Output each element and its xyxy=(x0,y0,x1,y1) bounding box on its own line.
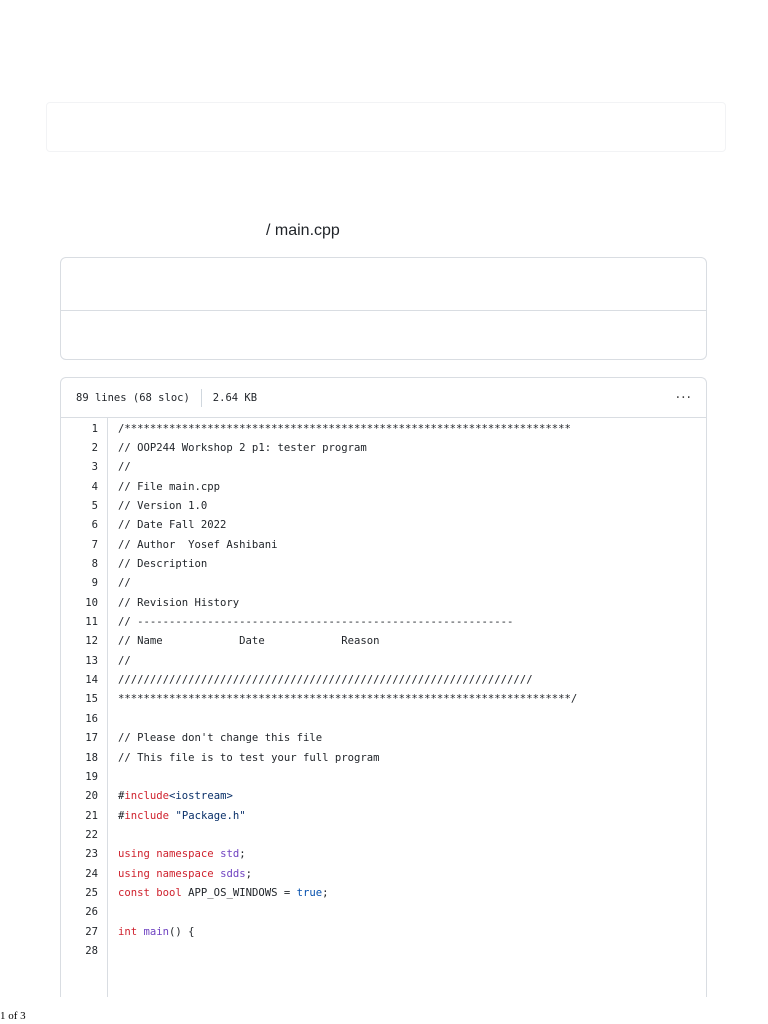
line-source xyxy=(107,558,207,570)
line-number[interactable]: 2 xyxy=(91,442,98,455)
line-number[interactable]: 4 xyxy=(91,480,98,493)
code-line xyxy=(61,729,706,748)
code-token: ; xyxy=(322,886,329,899)
line-number[interactable]: 28 xyxy=(85,944,98,957)
code-line xyxy=(61,574,706,593)
code-line xyxy=(61,458,706,477)
code-token: // This file is to test your full program xyxy=(118,751,380,764)
code-line xyxy=(61,903,706,922)
code-token: namespace xyxy=(156,867,214,880)
code-token: // Description xyxy=(118,558,208,571)
line-source xyxy=(107,655,131,667)
line-number[interactable]: 17 xyxy=(85,732,98,745)
line-number[interactable]: 18 xyxy=(85,751,98,764)
code-token: ; xyxy=(239,848,246,861)
file-header xyxy=(61,378,706,418)
code-token: // Author Yosef Ashibani xyxy=(118,538,278,551)
line-source xyxy=(107,887,329,899)
line-number[interactable]: 9 xyxy=(91,577,98,590)
line-source xyxy=(107,926,195,938)
code-token: <iostream> xyxy=(169,790,233,803)
line-number[interactable]: 25 xyxy=(85,886,98,899)
line-number[interactable]: 19 xyxy=(85,770,98,783)
file-line-count: 89 lines (68 sloc) xyxy=(76,391,190,404)
code-line xyxy=(61,438,706,457)
line-number[interactable]: 1 xyxy=(91,422,98,435)
line-number[interactable]: 24 xyxy=(85,867,98,880)
code-token: main xyxy=(143,925,170,938)
code-token: const xyxy=(118,886,150,899)
code-token: ***********************************************************************/ xyxy=(118,693,578,706)
code-line xyxy=(61,496,706,515)
line-number[interactable]: 11 xyxy=(85,616,98,629)
line-number[interactable]: 13 xyxy=(85,654,98,667)
code-line xyxy=(61,651,706,670)
code-line xyxy=(61,883,706,902)
code-token: // xyxy=(118,461,131,474)
line-number[interactable]: 12 xyxy=(85,635,98,648)
code-line xyxy=(61,845,706,864)
code-line xyxy=(61,632,706,651)
line-number[interactable]: 26 xyxy=(85,906,98,919)
line-source xyxy=(107,868,252,880)
code-token: int xyxy=(118,925,138,938)
code-line xyxy=(61,787,706,806)
line-source xyxy=(107,519,226,531)
line-number[interactable]: 8 xyxy=(91,558,98,571)
code-token: namespace xyxy=(156,848,214,861)
line-source xyxy=(107,500,207,512)
line-number[interactable]: 14 xyxy=(85,674,98,687)
code-token: // xyxy=(118,577,131,590)
code-token: true xyxy=(296,886,323,899)
code-token: include xyxy=(124,809,170,822)
line-number[interactable]: 10 xyxy=(85,596,98,609)
line-source xyxy=(107,577,131,589)
line-source xyxy=(107,597,239,609)
code-line xyxy=(61,516,706,535)
code-token: bool xyxy=(156,886,182,899)
line-number[interactable]: 21 xyxy=(85,809,98,822)
line-source xyxy=(107,635,380,647)
line-number[interactable]: 15 xyxy=(85,693,98,706)
line-number[interactable]: 6 xyxy=(91,519,98,532)
commit-box-divider xyxy=(61,310,706,311)
breadcrumb-file-name: / main.cpp xyxy=(266,222,340,239)
code-token: /********************************************************************** xyxy=(118,422,571,435)
code-token: // Name Date Reason xyxy=(118,635,380,648)
code-token: // xyxy=(118,654,131,667)
line-source xyxy=(107,481,220,493)
code-token: sdds xyxy=(220,867,246,880)
code-line xyxy=(61,690,706,709)
code-listing xyxy=(61,418,706,961)
code-line xyxy=(61,670,706,689)
line-source xyxy=(107,693,577,705)
line-source xyxy=(107,790,233,802)
file-viewer xyxy=(60,377,707,997)
line-source xyxy=(107,442,367,454)
code-token: "Package.h" xyxy=(175,809,246,822)
line-number[interactable]: 7 xyxy=(91,538,98,551)
line-source xyxy=(107,539,277,551)
code-token: using xyxy=(118,867,150,880)
line-number[interactable]: 22 xyxy=(85,828,98,841)
line-number[interactable]: 23 xyxy=(85,848,98,861)
code-token: include xyxy=(124,790,170,803)
code-token: // File main.cpp xyxy=(118,480,221,493)
line-number[interactable]: 27 xyxy=(85,925,98,938)
code-token: // Date Fall 2022 xyxy=(118,519,227,532)
line-number[interactable]: 20 xyxy=(85,790,98,803)
code-token: ; xyxy=(245,867,252,880)
line-number[interactable]: 5 xyxy=(91,500,98,513)
code-token: ///////////////////////////////////////////////////////////////// xyxy=(118,674,533,687)
line-source xyxy=(107,461,131,473)
breadcrumb xyxy=(266,222,340,240)
code-token: // Revision History xyxy=(118,596,240,609)
line-number-gutter-border xyxy=(107,418,108,997)
code-line xyxy=(61,477,706,496)
code-line xyxy=(61,419,706,438)
code-token: // ----------------------------------------------------------- xyxy=(118,616,514,629)
code-line xyxy=(61,748,706,767)
top-toolbar-strip xyxy=(46,102,726,152)
code-line xyxy=(61,806,706,825)
code-token: using xyxy=(118,848,150,861)
file-header-separator xyxy=(201,389,202,407)
line-source xyxy=(107,732,322,744)
code-token: () { xyxy=(169,925,195,938)
line-number[interactable]: 3 xyxy=(91,461,98,474)
code-line xyxy=(61,709,706,728)
line-number[interactable]: 16 xyxy=(85,712,98,725)
latest-commit-box xyxy=(60,257,707,360)
code-token: // Version 1.0 xyxy=(118,500,208,513)
pdf-page-counter: 1 of 3 xyxy=(0,1010,26,1022)
code-token: # xyxy=(118,809,125,822)
line-source xyxy=(107,616,513,628)
code-line xyxy=(61,864,706,883)
line-source xyxy=(107,752,380,764)
code-line xyxy=(61,612,706,631)
code-token: // Please don't change this file xyxy=(118,732,323,745)
code-line xyxy=(61,825,706,844)
code-line xyxy=(61,535,706,554)
more-options-button[interactable]: ··· xyxy=(675,389,692,406)
code-line xyxy=(61,941,706,960)
line-source xyxy=(107,423,571,435)
code-token: // OOP244 Workshop 2 p1: tester program xyxy=(118,442,367,455)
line-source xyxy=(107,810,246,822)
code-line xyxy=(61,554,706,573)
line-source xyxy=(107,674,533,686)
code-token: APP_OS_WINDOWS = xyxy=(181,886,297,899)
code-line xyxy=(61,767,706,786)
code-line xyxy=(61,593,706,612)
code-token: std xyxy=(220,848,240,861)
file-size: 2.64 KB xyxy=(212,391,258,404)
code-token: # xyxy=(118,790,125,803)
code-line xyxy=(61,922,706,941)
line-source xyxy=(107,848,246,860)
